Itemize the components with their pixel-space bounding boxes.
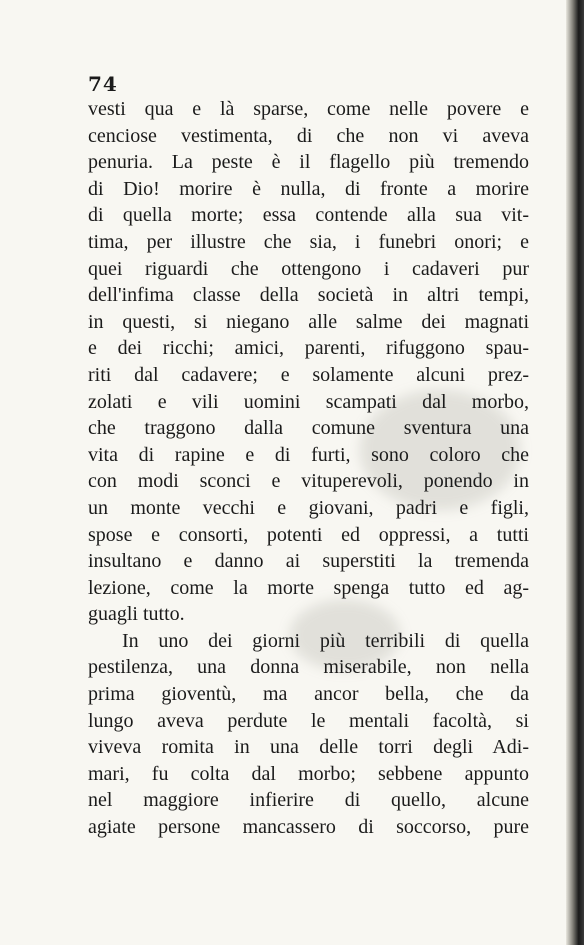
text-line: che traggono dalla comune sventura una xyxy=(88,417,529,440)
text-line: mari, fu colta dal morbo; sebbene appunto xyxy=(88,762,529,785)
text-line: pestilenza, una donna miserabile, non nella xyxy=(88,656,529,679)
text-line: e dei ricchi; amici, parenti, rifuggono spau- xyxy=(88,337,529,360)
text-line: con modi sconci e vituperevoli, ponendo in xyxy=(88,470,529,493)
text-line: spose e consorti, potenti ed oppressi, a tutti xyxy=(88,523,529,546)
text-line: in questi, si niegano alle salme dei magnati xyxy=(88,310,529,333)
text-line: penuria. La peste è il flagello più tremendo xyxy=(88,151,529,174)
text-line: cenciose vestimenta, di che non vi aveva xyxy=(88,124,529,147)
text-line: guagli tutto. xyxy=(88,603,185,626)
text-line: zolati e vili uomini scampati dal morbo, xyxy=(88,390,529,413)
text-line: vesti qua e là sparse, come nelle povere e xyxy=(88,98,529,120)
text-line: agiate persone mancassero di soccorso, pure xyxy=(88,816,529,839)
text-line: lungo aveva perdute le mentali facoltà, si xyxy=(88,709,529,732)
text-line: quei riguardi che ottengono i cadaveri pur xyxy=(88,257,529,280)
page-number: 74 xyxy=(88,72,118,96)
text-line: vita di rapine e di furti, sono coloro che xyxy=(88,443,529,466)
text-line: viveva romita in una delle torri degli Adi- xyxy=(88,736,529,759)
text-line: dell'infima classe della società in altri tempi, xyxy=(88,284,529,307)
text-line: nel maggiore infierire di quello, alcune xyxy=(88,789,529,812)
text-line: insultano e danno ai superstiti la tremenda xyxy=(88,550,529,573)
text-line: lezione, come la morte spenga tutto ed ag- xyxy=(88,576,529,599)
text-line: tima, per illustre che sia, i funebri onori; e xyxy=(88,230,529,253)
book-spine xyxy=(566,0,584,945)
text-line: prima gioventù, ma ancor bella, che da xyxy=(88,683,529,706)
text-line: riti dal cadavere; e solamente alcuni prez- xyxy=(88,363,529,386)
text-line: un monte vecchi e giovani, padri e figli, xyxy=(88,496,529,519)
text-line: di Dio! morire è nulla, di fronte a morire xyxy=(88,177,529,200)
body-text xyxy=(88,96,529,841)
text-line: di quella morte; essa contende alla sua vit- xyxy=(88,204,529,227)
paragraph-start-line: In uno dei giorni più terribili di quella xyxy=(122,629,529,652)
